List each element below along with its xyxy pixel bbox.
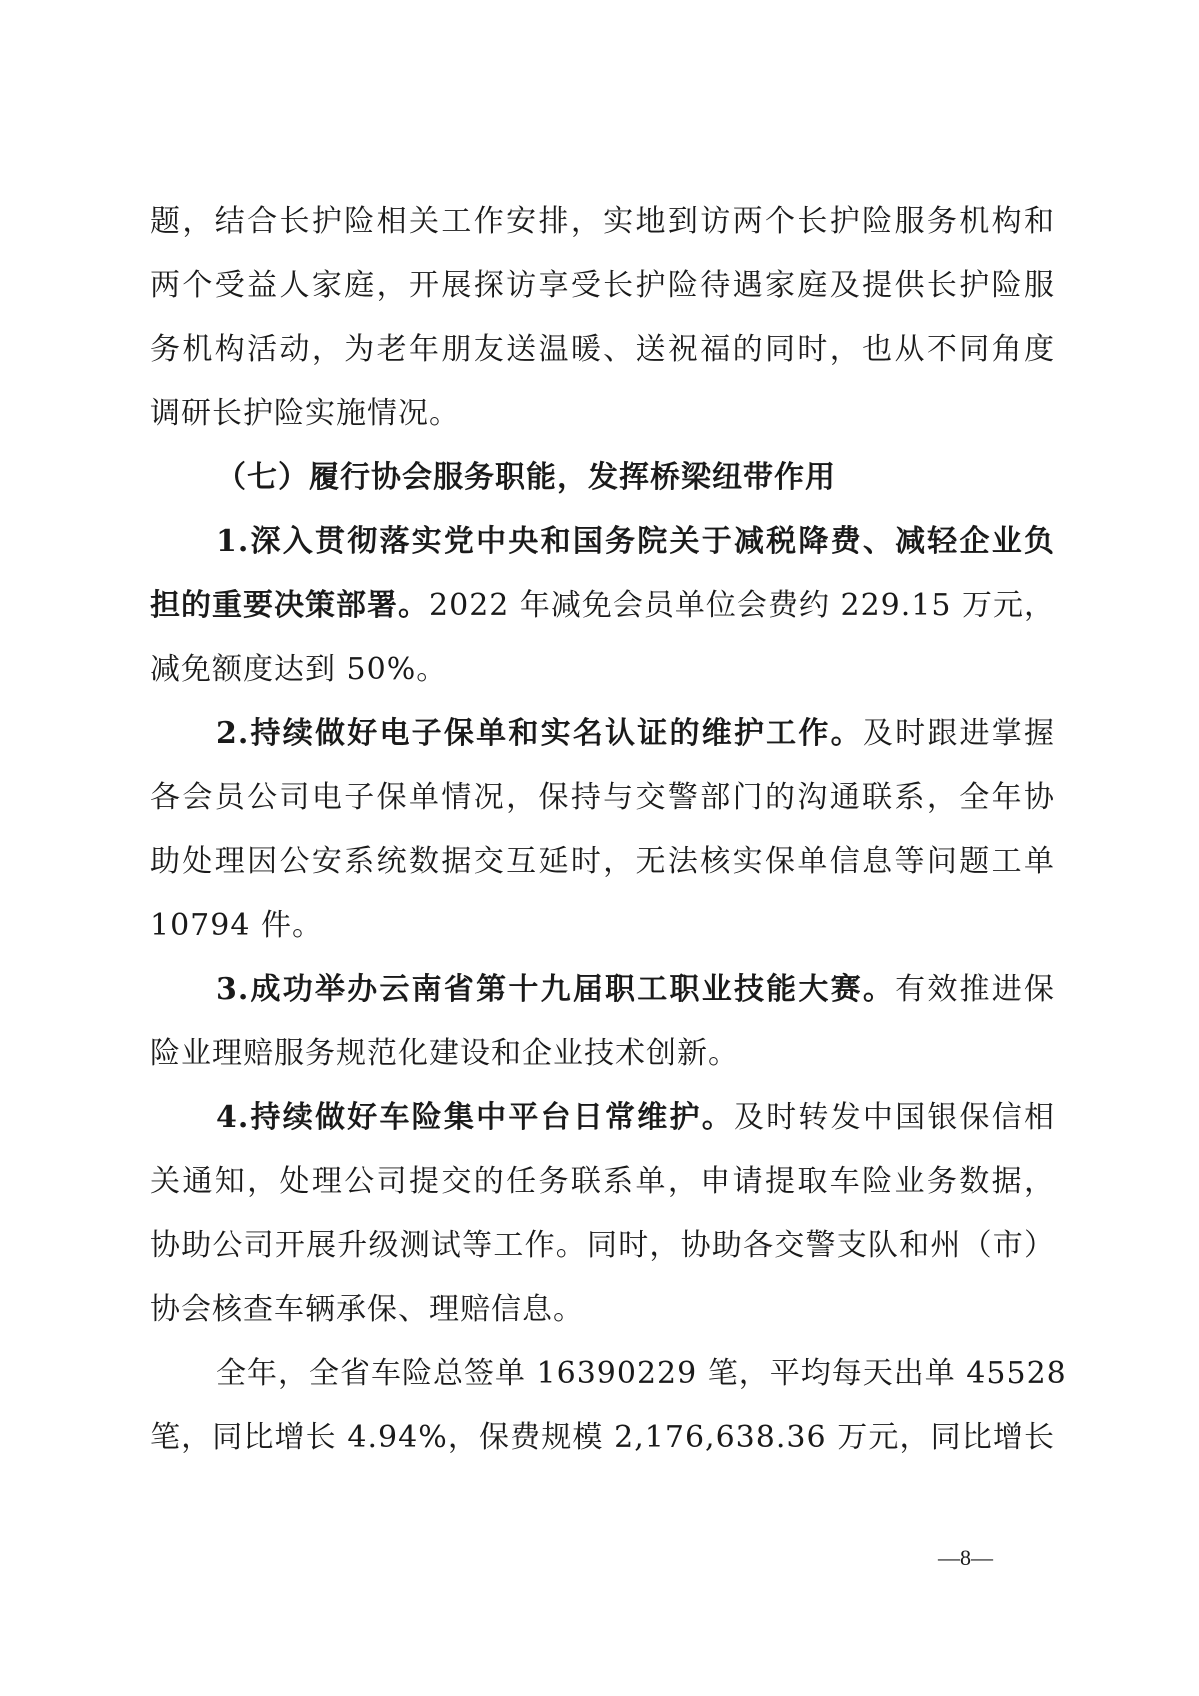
paragraph-line bbox=[150, 702, 1055, 766]
section-heading: （七）履行协会服务职能，发挥桥梁纽带作用 bbox=[216, 460, 836, 495]
item-1-title: 1.深入贯彻落实党中央和国务院关于减税降费、减轻企业负 bbox=[216, 524, 1055, 559]
paragraph-line: 笔，同比增长 4.94%，保费规模 2,176,638.36 万元，同比增长 bbox=[150, 1420, 1055, 1455]
paragraph-line bbox=[150, 510, 1055, 574]
paragraph-line: 减免额度达到 50%。 bbox=[150, 652, 448, 687]
paragraph-line: 险业理赔服务规范化建设和企业技术创新。 bbox=[150, 1036, 739, 1071]
paragraph-line: 调研长护险实施情况。 bbox=[150, 396, 460, 431]
paragraph-line: 题，结合长护险相关工作安排，实地到访两个长护险服务机构和 bbox=[150, 204, 1055, 239]
item-3-title: 3.成功举办云南省第十九届职工职业技能大赛。 bbox=[216, 972, 896, 1007]
paragraph-line: 协助公司开展升级测试等工作。同时，协助各交警支队和州（市） bbox=[150, 1228, 1055, 1263]
paragraph-line: 两个受益人家庭，开展探访享受长护险待遇家庭及提供长护险服 bbox=[150, 268, 1055, 303]
page-number: —8— bbox=[938, 1545, 993, 1570]
item-2-title: 2.持续做好电子保单和实名认证的维护工作。 bbox=[216, 716, 863, 751]
paragraph-line: 关通知，处理公司提交的任务联系单，申请提取车险业务数据， bbox=[150, 1164, 1055, 1199]
item-1-text: 2022 年减免会员单位会费约 229.15 万元， bbox=[429, 588, 1055, 623]
item-2-text: 及时跟进掌握 bbox=[862, 716, 1055, 751]
document-body bbox=[150, 190, 1067, 1470]
paragraph-line: 各会员公司电子保单情况，保持与交警部门的沟通联系，全年协 bbox=[150, 780, 1055, 815]
paragraph-line: 协会核查车辆承保、理赔信息。 bbox=[150, 1292, 584, 1327]
item-1-title-cont: 担的重要决策部署。 bbox=[150, 588, 430, 623]
paragraph-line: 助处理因公安系统数据交互延时，无法核实保单信息等问题工单 bbox=[150, 844, 1055, 879]
item-4-title: 4.持续做好车险集中平台日常维护。 bbox=[216, 1100, 734, 1135]
paragraph-line bbox=[150, 574, 1055, 638]
item-3-text: 有效推进保 bbox=[895, 972, 1056, 1007]
paragraph-line: 全年，全省车险总签单 16390229 笔，平均每天出单 45528 bbox=[216, 1356, 1067, 1391]
paragraph-line: 10794 件。 bbox=[150, 908, 323, 943]
item-4-text: 及时转发中国银保信相 bbox=[733, 1100, 1055, 1135]
paragraph-line bbox=[150, 1086, 1055, 1150]
paragraph-line bbox=[150, 958, 1055, 1022]
paragraph-line: 务机构活动，为老年朋友送温暖、送祝福的同时，也从不同角度 bbox=[150, 332, 1055, 367]
